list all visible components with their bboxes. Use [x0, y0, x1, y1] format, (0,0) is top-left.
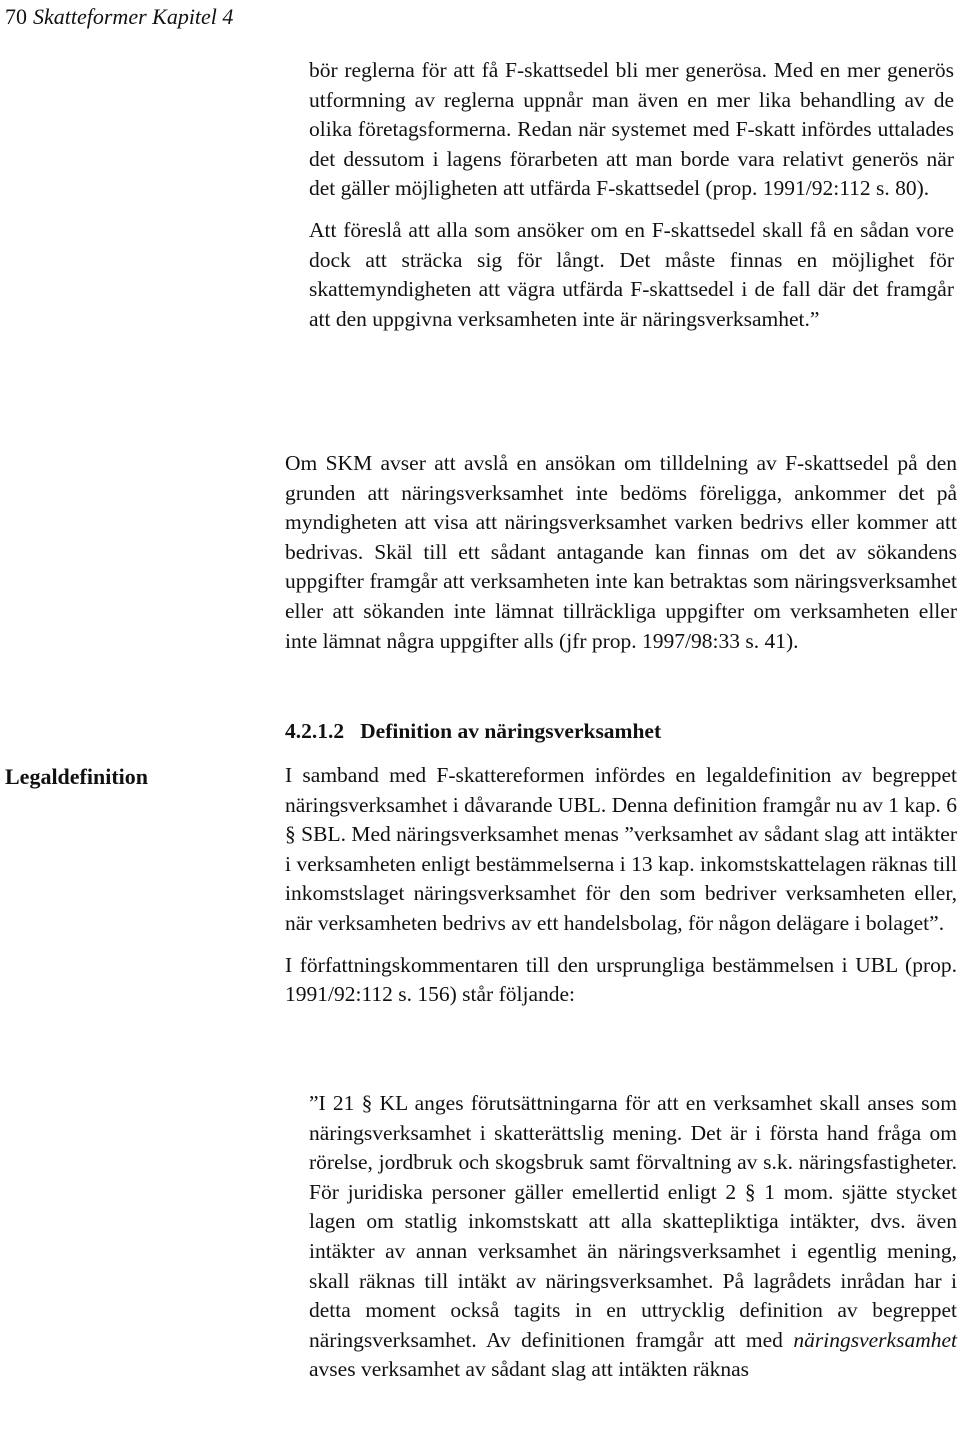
citation-text-end: avses verksamhet av sådant slag att intäkten räknas [309, 1357, 750, 1382]
quote-paragraph-2: Att föreslå att alla som ansöker om en F-skattsedel skall få en sådan vore dock att sträcka sig för långt. Det måste finnas en möjlighet för skattemyndigheten att vägra utfärda F-skattsedel i de fall där det framgår att den uppgivna verksamheten inte är näringsverksamhet.” [309, 217, 954, 331]
section-heading [285, 716, 661, 746]
definition-paragraph-1: I samband med F-skattereformen infördes en legaldefinition av begreppet näringsverksamhet i dåvarande UBL. Denna definition framgår nu av 1 kap. 6 § SBL. Med näringsverksamhet menas ”verksamhet av sådant slag att intäkter i verksamheten enligt bestämmelserna i 13 kap. inkomstskattelagen räknas till inkomstslaget näringsverksamhet för den som bedriver verksamheten eller, när verksamheten bedrivs av ett handelsbolag, för någon delägare i bolaget”. [285, 763, 957, 935]
body-text [285, 449, 957, 656]
running-head-title: Skatteformer Kapitel 4 [33, 4, 234, 29]
quoted-passage [309, 56, 954, 334]
definition-paragraph-2: I författningskommentaren till den ursprungliga bestämmelsen i UBL (prop. 1991/92:112 s. 156) står följande: [285, 952, 957, 1007]
running-head [5, 2, 233, 32]
section-title: Definition av näringsverksamhet [360, 719, 662, 743]
body-paragraph: Om SKM avser att avslå en ansökan om tilldelning av F-skattsedel på den grunden att näringsverksamhet inte bedöms föreligga, ankommer det på myndigheten att visa att näringsverksamhet varken bedrivs eller kommer att bedrivas. Skäl till ett sådant antagande kan finnas om det av sökandens uppgifter framgår att verksamheten inte kan betraktas som näringsverksamhet eller att sökanden inte lämnat tillräckliga uppgifter om verksamheten eller inte lämnat några uppgifter alls (jfr prop. 1997/98:33 s. 41). [285, 451, 957, 653]
citation-paragraph [309, 1089, 957, 1385]
margin-label: Legaldefinition [5, 764, 149, 789]
citation-emphasis: näringsverksamhet [793, 1327, 958, 1352]
page-number: 70 [5, 4, 27, 29]
citation-text-main: ”I 21 § KL anges förutsättningarna för att en verksamhet skall anses som näringsverksamhet i skatterättslig mening. Det är i första hand fråga om rörelse, jordbruk och skogsbruk samt förvaltning av s.k. näringsfastigheter. För juridiska personer gäller emellertid enligt 2 § 1 mom. sjätte stycket lagen om statlig inkomstskatt att alla skattepliktiga intäkter, dvs. även intäkter av annan verksamhet än näringsverksamhet i egentlig mening, skall räknas till intäkt av näringsverksamhet. På lagrådets inrådan har i detta moment också tagits in en uttrycklig definition av begreppet näringsverksamhet. Av definitionen framgår att med [309, 1091, 957, 1352]
section-number: 4.2.1.2 [285, 719, 345, 743]
definition-text [285, 761, 957, 1010]
quote-paragraph-1: bör reglerna för att få F-skattsedel bli mer generösa. Med en mer generös utformning av reglerna uppnår man även en mer lika behandling av de olika företagsformerna. Redan när systemet med F-skatt infördes uttalades det dessutom i lagens förarbeten att man borde vara relativt generös när det gäller möjligheten att utfärda F-skattsedel (prop. 1991/92:112 s. 80). [309, 58, 954, 201]
cited-passage [309, 1089, 957, 1385]
